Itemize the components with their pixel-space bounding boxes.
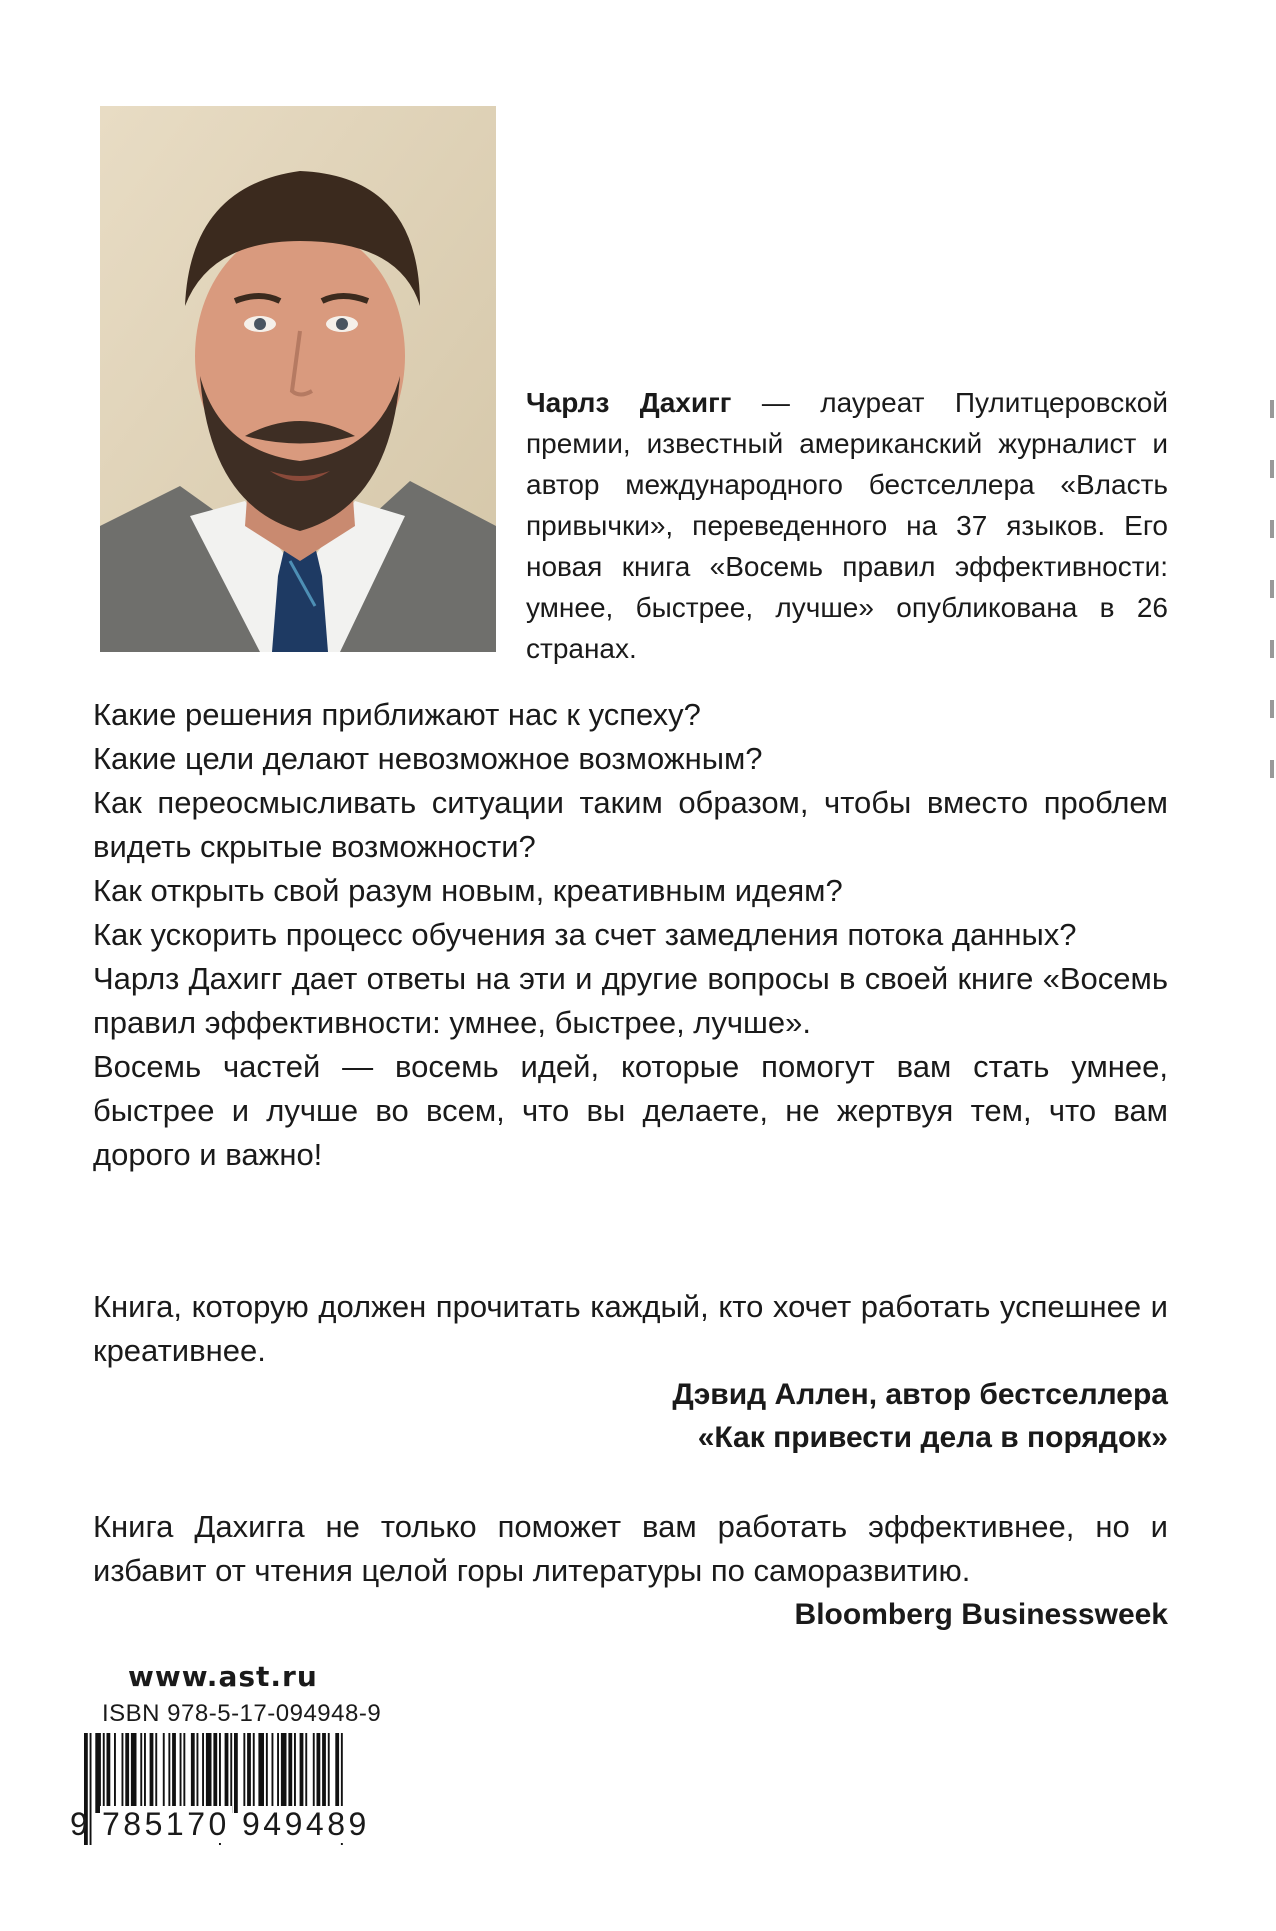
barcode-digit-first: 9 [70,1806,88,1842]
author-bio [526,382,1168,669]
description-paragraph: Восемь частей — восемь идей, которые помогут вам стать умнее, быстрее и лучше во всем, что вы делаете, не жертвуя тем, что вам дорого и важно! [93,1049,1168,1172]
author-bio-text: — лауреат Пулитцеровской премии, известный американский журналист и автор международного бестселлера «Власть привычки», переведенного на 37 языков. Его новая книга «Восемь правил эффективности: умнее, быстрее, лучше» опубликована в 26 странах. [526,387,1169,664]
description-paragraph: Как ускорить процесс обучения за счет замедления потока данных? [93,917,1077,952]
edge-mark [1270,460,1274,478]
description-paragraph: Как переосмысливать ситуации таким образом, чтобы вместо проблем видеть скрытые возможности? [93,785,1168,864]
review-quote-bloomberg [93,1505,1168,1636]
isbn-number: ISBN 978-5-17-094948-9 [102,1700,382,1727]
edge-mark [1270,760,1274,778]
author-name: Чарлз Дахигг [526,387,732,418]
author-photo [100,106,496,652]
edge-mark [1270,400,1274,418]
book-description [93,693,1168,1177]
edge-mark [1270,700,1274,718]
description-paragraph: Чарлз Дахигг дает ответы на эти и другие вопросы в своей книге «Восемь правил эффективности: умнее, быстрее, лучше». [93,961,1168,1040]
review-quote-text: Книга Дахигга не только поможет вам работать эффективнее, но и избавит от чтения целой горы литературы по саморазвитию. [93,1509,1168,1588]
review-quote-allen [93,1285,1168,1459]
edge-mark [1270,520,1274,538]
description-paragraph: Как открыть свой разум новым, креативным идеям? [93,873,843,908]
review-attribution-line: «Как привести дела в порядок» [697,1421,1168,1454]
edge-mark [1270,640,1274,658]
barcode-digit-group: 785170 [102,1806,230,1842]
description-paragraph: Какие цели делают невозможное возможным? [93,741,763,776]
publisher-website: www.ast.ru [128,1660,318,1693]
review-quote-text: Книга, которую должен прочитать каждый, кто хочет работать успешнее и креативнее. [93,1289,1168,1368]
review-attribution-line: Дэвид Аллен, автор бестселлера [672,1378,1168,1411]
barcode-digit-group: 949489 [242,1806,370,1842]
review-attribution: Bloomberg Businessweek [794,1598,1168,1631]
description-paragraph: Какие решения приближают нас к успеху? [93,697,701,732]
edge-mark [1270,580,1274,598]
review-attribution [93,1373,1168,1459]
